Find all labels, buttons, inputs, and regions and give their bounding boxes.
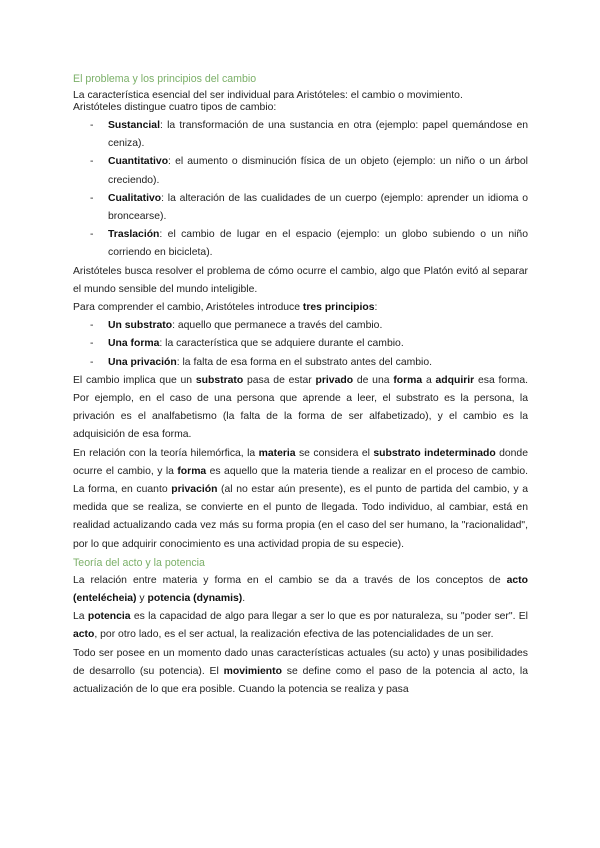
bold-text: movimiento [223, 665, 282, 677]
text: de una [353, 374, 394, 386]
section-title-cambio: El problema y los principios del cambio [73, 73, 257, 85]
problem-paragraph: Aristóteles busca resolver el problema de cómo ocurre el cambio, algo que Platón evitó al separar el mundo sensible del mundo inteligible. [73, 265, 528, 295]
text: , por otro lado, es el ser actual, la realización efectiva de las potencialidades de un ser. [94, 629, 494, 641]
term: Traslación [108, 229, 160, 241]
list-item [73, 354, 528, 372]
text: (al no estar aún presente), es el punto de partida del cambio, y a medida que se realiza, se convierte en el punto de llegada. Todo individuo, al cambiar, está en realidad actualizando cada vez más su forma propia (en el caso del ser humano, la "racionalidad", por lo que adquirir conocimiento es una actividad propia de su especie). [73, 484, 529, 550]
definition: : el cambio de lugar en el espacio (ejemplo: un globo subiendo o un niño corriendo en bicicleta). [108, 229, 528, 259]
bold-text: materia [258, 447, 296, 459]
text: La [73, 611, 88, 623]
intro-line-2: Aristóteles distingue cuatro tipos de cambio: [73, 102, 277, 113]
list-item [73, 317, 528, 335]
bold-text: substrato [195, 374, 244, 386]
term: Cuantitativo [108, 156, 169, 168]
term: Una forma [108, 338, 160, 350]
bold-text: potencia [87, 611, 131, 623]
list-item [73, 226, 528, 262]
term: Un substrato [108, 320, 173, 332]
bold-text: forma [393, 374, 423, 386]
relation-paragraph [73, 572, 528, 608]
text: . [242, 593, 246, 605]
dash-bullet: - [90, 338, 94, 350]
bold-text: privado [315, 374, 354, 386]
dash-bullet: - [90, 156, 94, 168]
term: Una privación [108, 356, 177, 368]
bold-text: adquirir [435, 374, 475, 386]
text: La relación entre materia y forma en el cambio se da a través de los conceptos de [73, 574, 507, 586]
dash-bullet: - [90, 120, 94, 131]
dash-bullet: - [90, 192, 94, 204]
list-item [73, 190, 528, 226]
list-item [73, 153, 528, 189]
bold-text: privación [171, 484, 218, 496]
bold-text: potencia (dynamis) [147, 593, 243, 605]
text: Todo ser posee en un momento dado unas características actuales (su acto) y unas posibilidades de desarrollo (su potencia). El [73, 647, 528, 677]
movimiento-paragraph [73, 645, 528, 700]
definition: : la falta de esa forma en el substrato antes del cambio. [176, 356, 433, 368]
intro-paragraph [73, 90, 528, 114]
text: se define como el paso de la potencia al acto, la actualización de lo que era posible. Cuando la potencia se realiza y pasa [73, 665, 528, 696]
dash-bullet: - [90, 229, 94, 241]
text: Para comprender el cambio, Aristóteles introduce [73, 302, 303, 314]
text: pasa de estar [243, 374, 316, 386]
text: es la capacidad de algo para llegar a ser lo que es por naturaleza, su "poder ser". El [130, 611, 528, 623]
bold-text: forma [177, 465, 207, 477]
example-paragraph [73, 372, 528, 445]
term: Sustancial [108, 120, 160, 131]
text: En relación con la teoría hilemórfica, la [73, 447, 259, 459]
text: se considera el [295, 447, 374, 459]
text: : [374, 302, 378, 314]
document-page [73, 70, 528, 699]
text: y [136, 593, 148, 605]
text: El cambio implica que un [73, 374, 196, 386]
term: Cualitativo [108, 192, 162, 204]
text: es aquello que la materia tiende a realizar en el proceso de cambio. La forma, en cuanto [73, 465, 529, 496]
section-title-acto-potencia: Teoría del acto y la potencia [73, 556, 205, 569]
principles-intro [73, 299, 528, 317]
dash-bullet: - [90, 320, 94, 332]
definition: : el aumento o disminución física de un objeto (ejemplo: un niño o un árbol creciendo). [108, 156, 528, 186]
potencia-paragraph [73, 608, 528, 644]
bold-text: acto [73, 629, 95, 641]
definition: : aquello que permanece a través del cambio. [172, 320, 383, 332]
text: a [422, 374, 436, 386]
list-item [73, 117, 528, 153]
bold-text: tres principios [302, 302, 375, 314]
text: donde ocurre el cambio, y la [73, 447, 528, 477]
bold-text: acto (entelécheia) [73, 574, 528, 605]
dash-bullet: - [90, 356, 94, 368]
definition: : la transformación de una sustancia en otra (ejemplo: papel quemándose en ceniza). [108, 120, 528, 150]
hylomorphism-paragraph [73, 445, 528, 554]
list-item [73, 335, 528, 353]
intro-line-1: La característica esencial del ser individual para Aristóteles: el cambio o movimiento. [73, 90, 463, 101]
definition: : la alteración de las cualidades de un cuerpo (ejemplo: aprender un idioma o broncearse). [108, 192, 528, 223]
principles-list [73, 317, 528, 372]
bold-text: substrato indeterminado [373, 447, 496, 459]
definition: : la característica que se adquiere durante el cambio. [159, 338, 404, 350]
change-types-list [73, 117, 528, 263]
text: esa forma. Por ejemplo, en el caso de una persona que aprende a leer, el substrato es la persona, la privación es el analfabetismo (la falta de la forma de ser alfabetizado), y el cambio es la adquisición de esa forma. [73, 374, 528, 441]
